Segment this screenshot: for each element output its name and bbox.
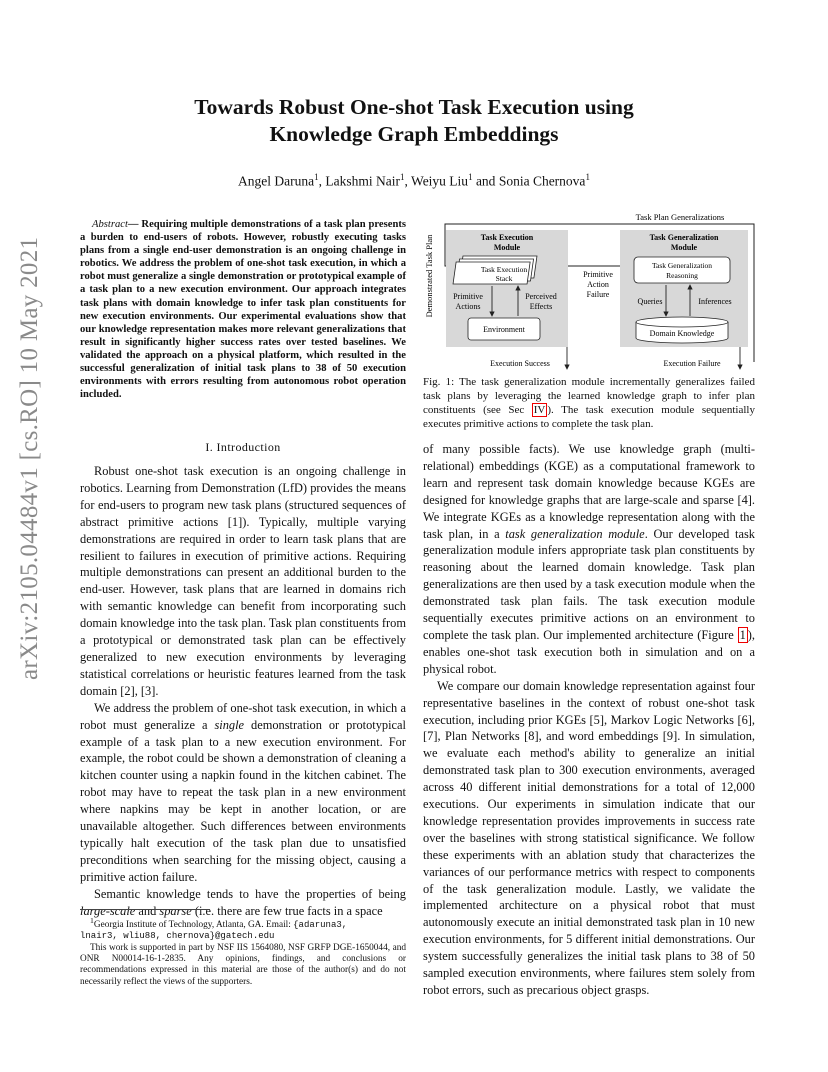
affiliation-mark: 1 bbox=[90, 916, 94, 925]
text-run: demonstration or prototypical example of a task plan to a new execution environment. For example, the robot could be shown a demonstration of cleaning a kitchen counter using a napkin found in the kitchen cabinet. The robot may have to repeat the task plan in a new environment where napkins may be kept in another location, or are unavailable altogether. Such differences between environments typically halt execution of the task plan due to unsatisfied preconditions when searching for the missing object, causing a primitive action failure. bbox=[80, 717, 406, 884]
arxiv-identifier: arXiv:2105.04484v1 [cs.RO] 10 May 2021 bbox=[16, 236, 43, 680]
execution-module-title: Task Execution bbox=[480, 233, 534, 242]
figure-link[interactable]: 1 bbox=[739, 627, 746, 642]
perceived-effects-label: Effects bbox=[529, 302, 553, 311]
support-footnote: This work is supported in part by NSF IIS 1564080, NSF GRFP DGE-1650044, and ONR N00014-16-1-2835. Any opinions, findings, and conclusions or recommendations expressed in this material are those of the author(s) and do not necessarily reflect the views of the supporters. bbox=[80, 942, 406, 987]
stack-label: Stack bbox=[495, 274, 513, 283]
author-name: Sonia Chernova bbox=[498, 173, 586, 189]
text-run: (i.e. there are few true facts in a space bbox=[191, 903, 383, 918]
emphasis: task generalization module bbox=[505, 526, 645, 541]
generalization-module-title: Module bbox=[670, 243, 698, 252]
demonstrated-plan-label: Demonstrated Task Plan bbox=[424, 234, 434, 318]
generalizations-label: Task Plan Generalizations bbox=[635, 212, 725, 222]
reasoning-label: Reasoning bbox=[666, 271, 698, 280]
execution-module-title: Module bbox=[493, 243, 521, 252]
footnote-rule bbox=[80, 909, 210, 910]
stack-label: Task Execution bbox=[480, 265, 528, 274]
emphasis: sparse bbox=[159, 903, 192, 918]
inferences-label: Inferences bbox=[698, 297, 732, 306]
intro-left-column bbox=[80, 463, 406, 919]
paragraph bbox=[80, 700, 406, 886]
action-failure-label: Primitive bbox=[583, 270, 613, 279]
abstract-text: — Requiring multiple demonstrations of a task plan presents a burden to end-users of robots. However, robustly executing tasks plans from a single end-user demonstration is an ongoing challenge in robotics. We address the problem of one-shot task execution, in which a robot must generalize a single demonstration or prototypical example of a task plan to a new execution environment. Our approach integrates task plans with domain knowledge to infer task plan constituents for new execution environments. Our experimental evaluations show that our knowledge representation makes more relevant generalizations that result in significantly higher success rates over tested baselines. We validated the approach on a physical platform, which resulted in the successful generalization of initial task plans to 38 of 50 execution environments with errors resulting from autonomous robot operation included. bbox=[80, 219, 406, 401]
affiliation-text: Georgia Institute of Technology, Atlanta, GA. Email: bbox=[93, 920, 294, 931]
author-list bbox=[80, 172, 748, 190]
text-run: ), enables one-shot task execution both in simulation and on a physical robot. bbox=[423, 627, 755, 676]
action-failure-label: Failure bbox=[586, 290, 610, 299]
author-separator: , bbox=[318, 173, 326, 189]
reasoning-label: Task Generalization bbox=[651, 261, 713, 270]
author-name: Lakshmi Nair bbox=[325, 173, 401, 189]
perceived-effects-label: Perceived bbox=[525, 292, 557, 301]
affiliation-mark: 1 bbox=[314, 172, 319, 182]
text-run: We address the problem of one-shot task execution, in which a robot must generalize a bbox=[80, 700, 406, 732]
text-run: of many possible facts). We use knowledge graph (multi-relational) embeddings (KGE) as a computational framework to learn and represent task domain knowledge because KGEs are designed for knowledge graphs that are large-scale and sparse [4]. We integrate KGEs as a knowledge representation along with the task plan, in a bbox=[423, 442, 755, 541]
system-diagram bbox=[422, 206, 758, 372]
section-heading: I. Introduction bbox=[205, 440, 281, 454]
abstract-label: Abstract bbox=[92, 219, 128, 230]
paragraph: Robust one-shot task execution is an ongoing challenge in robotics. Learning from Demonstration (LfD) provides the means for end-users to program new task plans (structured sequences of abstract primitive actions [1]). Typically, multiple varying demonstrations are required in order to learn task plans that are resilient to failures in execution of primitive actions. Requiring multiple demonstrations can present an additional burden to the end-user. However, task plans that are learned in domains rich with semantic knowledge can benefit from incorporating such domain knowledge into the task plan. Task plan constituents from a prototypical or demonstrated task plan can be effectively generalized to new execution environments by leveraging statistical correlations or heuristic features learned from the task domain [2], [3]. bbox=[80, 464, 406, 698]
execution-failure-label: Execution Failure bbox=[663, 359, 721, 368]
affiliation-mark: 1 bbox=[400, 172, 405, 182]
primitive-actions-label: Primitive bbox=[453, 292, 483, 301]
text-run: and bbox=[135, 903, 160, 918]
affiliation-footnote bbox=[80, 915, 406, 943]
affiliation-mark: 1 bbox=[468, 172, 473, 182]
paper-title bbox=[80, 94, 748, 148]
abstract bbox=[80, 218, 406, 401]
caption-text: Fig. 1: The task generalization module incrementally generalizes failed task plans by leveraging the learned knowledge graph to infer plan constituents (see Sec bbox=[423, 376, 755, 416]
title-line-1: Towards Robust One-shot Task Execution using bbox=[194, 95, 634, 119]
emphasis: large-scale bbox=[80, 903, 136, 918]
emphasis: single bbox=[214, 717, 245, 732]
queries-label: Queries bbox=[637, 297, 663, 306]
text-run: Semantic knowledge tends to have the properties of being bbox=[94, 886, 406, 901]
email-list: {adaruna3, bbox=[293, 920, 348, 931]
author-name: Angel Daruna bbox=[238, 173, 315, 189]
environment-label: Environment bbox=[483, 325, 525, 334]
author-separator: , bbox=[404, 173, 412, 189]
paragraph: We compare our domain knowledge representation against four representative baselines in the context of robust one-shot task execution, including prior KGEs [5], Markov Logic Networks [6], [7], Plan Networks [8], and word embeddings [9]. In simulation, we evaluate each method's ability to generalize an initial demonstrated task plan to 300 execution environments, averaged across 40 different initial demonstrations for a total of 12,000 executions. Our experiments in simulation indicate that our knowledge representation provides improvements in success rate over the baselines with strong statistical significance. We follow these experiments with an ablation study that characterizes the variances of our performance metrics with respect to components of the task generalization module. Lastly, we validate the implemented architecture on a physical robot that must autonomously execute an initial demonstrated task plan in 10 new execution environments, for 5 different initial demonstrations. Our system successfully generalizes the initial task plans to 38 of 50 sampled execution environments, where failures stem solely from robot errors, such as precarious object grasps. bbox=[423, 678, 755, 997]
db-top bbox=[636, 317, 728, 327]
figure-caption bbox=[423, 376, 755, 432]
execution-success-label: Execution Success bbox=[490, 359, 550, 368]
author-separator: and bbox=[472, 173, 499, 189]
caption-text: ). The task execution module sequentially executes primitive actions to complete the task plan. bbox=[423, 403, 755, 430]
primitive-actions-label: Actions bbox=[455, 302, 481, 311]
generalization-module-title: Task Generalization bbox=[649, 233, 719, 242]
email-list: lnair3, wliu88, chernova}@gatech.edu bbox=[80, 931, 275, 942]
text-run: . Our developed task generalization module infers appropriate task plan constituents by reasoning about the learned domain knowledge. Task plan generalizations are then used by a task execution module when the demonstrated task plan fails. The task execution module sequentially executes primitive actions on an environment to complete the task plan. Our implemented architecture (Figure bbox=[423, 526, 755, 642]
footnote bbox=[80, 915, 406, 988]
section-link[interactable]: IV bbox=[533, 403, 546, 416]
action-failure-label: Action bbox=[587, 280, 609, 289]
domain-knowledge-label: Domain Knowledge bbox=[649, 329, 715, 338]
title-line-2: Knowledge Graph Embeddings bbox=[269, 122, 559, 146]
intro-right-column bbox=[423, 441, 755, 999]
affiliation-mark: 1 bbox=[585, 172, 590, 182]
author-name: Weiyu Liu bbox=[411, 173, 469, 189]
paragraph bbox=[423, 441, 755, 678]
